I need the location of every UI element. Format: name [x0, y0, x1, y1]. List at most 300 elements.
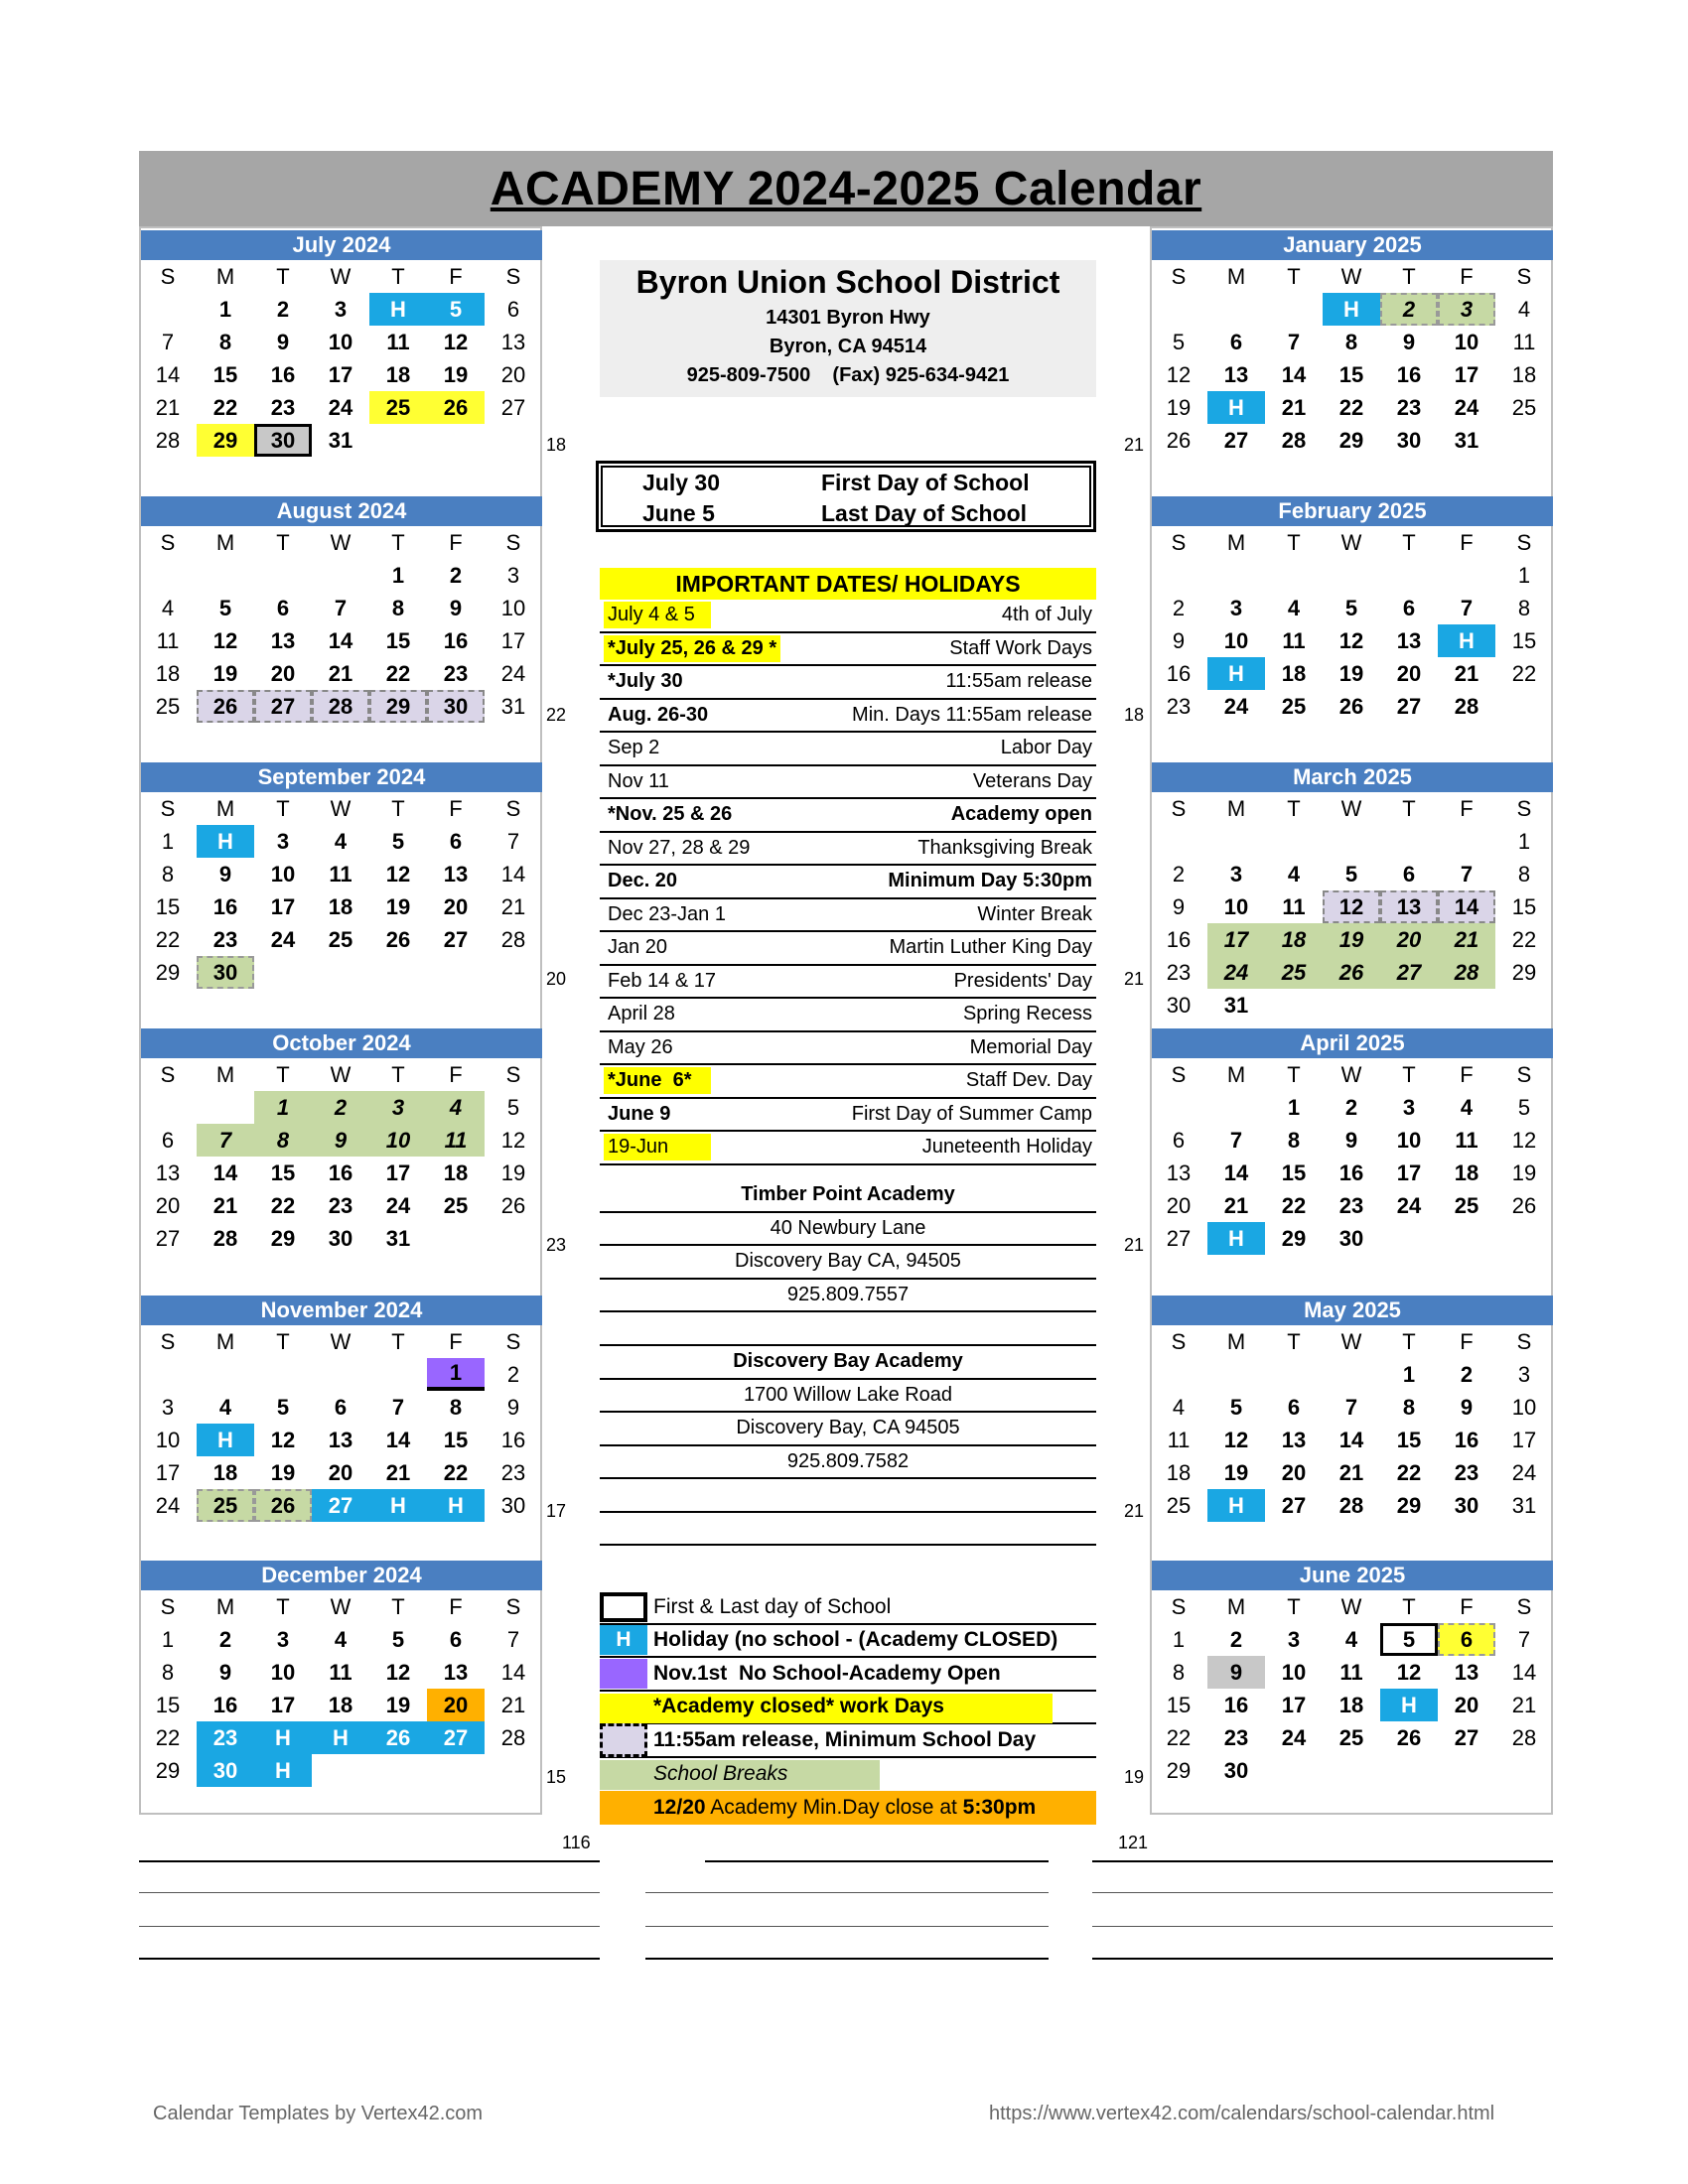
legend-swatch-box [600, 1592, 647, 1622]
weekday-header: W [1340, 529, 1362, 555]
day-cell: 26 [1511, 1192, 1537, 1218]
day-cell: 7 [1460, 861, 1474, 887]
important-event: Min. Days 11:55am release [852, 703, 1092, 726]
weekday-header: W [330, 1328, 352, 1354]
day-cell: 11 [1339, 1659, 1363, 1685]
weekday-header: W [1340, 1328, 1362, 1354]
weekday-header: F [449, 795, 463, 821]
month-school-day-count: 18 [1124, 705, 1145, 725]
day-cell: 24 [1281, 1724, 1307, 1750]
day-cell: 23 [1396, 394, 1422, 420]
weekday-header: F [1460, 1593, 1474, 1619]
day-cell: 14 [155, 361, 181, 387]
day-cell: 17 [1454, 361, 1479, 387]
day-cell: 3 [1402, 1094, 1416, 1120]
important-event: Labor Day [1000, 737, 1092, 759]
footer-right[interactable]: https://www.vertex42.com/calendars/school-calendar.html [989, 2103, 1495, 2124]
day-cell: 14 [385, 1427, 411, 1452]
first-day-row [603, 468, 1089, 498]
district-phone: 925-809-7500 (Fax) 925-634-9421 [686, 364, 1010, 386]
legend-academy-closed [600, 1692, 1096, 1725]
month-school-day-count: 23 [546, 1235, 567, 1255]
weekday-header: S [505, 1328, 521, 1354]
important-date: Nov 27, 28 & 29 [608, 836, 751, 859]
weekday-header: F [1460, 1328, 1474, 1354]
month-dec [141, 1561, 542, 1820]
day-cell: 26 [197, 690, 254, 723]
month-grid [1150, 1590, 1553, 1820]
day-cell: 17 [155, 1459, 181, 1485]
important-date-row [600, 700, 1096, 734]
day-cell: 21 [1438, 923, 1495, 956]
day-cell: 25 [1338, 1724, 1364, 1750]
day-cell: 12 [1166, 361, 1192, 387]
day-cell: 17 [270, 1692, 296, 1717]
day-cell: H [312, 1721, 369, 1754]
academy-spacer [600, 1479, 1096, 1513]
day-cell: 6 [1172, 1127, 1186, 1153]
legend-bold: *Academy closed* work Days [653, 1695, 944, 1718]
academy-phone: 925.809.7582 [600, 1446, 1096, 1480]
day-cell: 24 [1511, 1459, 1537, 1485]
day-cell: 21 [1511, 1692, 1537, 1717]
empty-cell [312, 1358, 369, 1391]
day-cell: 4 [1287, 595, 1301, 620]
day-cell: 15 [212, 361, 238, 387]
day-cell: 17 [328, 361, 353, 387]
last-day-label: Last Day of School [821, 500, 1028, 526]
signature-line [645, 1892, 1049, 1893]
day-cell: 9 [218, 861, 232, 887]
important-date: *July 30 [608, 670, 683, 693]
day-cell: 5 [218, 595, 232, 620]
legend-text: School Breaks [653, 1762, 788, 1786]
day-cell: 15 [1396, 1427, 1422, 1452]
empty-cell [1438, 559, 1495, 592]
empty-cell [197, 1091, 254, 1124]
day-cell: 20 [500, 361, 526, 387]
day-cell: 19 [385, 1692, 411, 1717]
day-cell: 25 [1265, 956, 1323, 989]
academy-spacer [600, 1513, 1096, 1547]
month-jun [1152, 1561, 1553, 1820]
month-mar [1152, 762, 1553, 1022]
weekday-header: W [330, 795, 352, 821]
academy-city: Discovery Bay CA, 94505 [600, 1246, 1096, 1280]
day-cell: 24 [1223, 693, 1249, 719]
day-cell: 15 [1281, 1160, 1307, 1185]
weekday-header: T [276, 263, 290, 289]
legend [600, 1591, 1096, 1825]
day-cell: 22 [443, 1459, 469, 1485]
weekday-header: T [1287, 263, 1301, 289]
day-cell: 12 [385, 1659, 411, 1685]
empty-cell [1323, 825, 1380, 858]
day-cell: 20 [427, 1689, 485, 1721]
day-cell: 27 [254, 690, 312, 723]
day-cell: 10 [328, 329, 353, 354]
day-cell: 21 [1281, 394, 1307, 420]
day-cell: 30 [197, 956, 254, 989]
month-grid [1150, 792, 1553, 1022]
legend-first-last [600, 1591, 1096, 1625]
day-cell: 20 [443, 893, 469, 919]
day-cell: 23 [1166, 693, 1192, 719]
day-cell: 5 [1229, 1394, 1243, 1420]
day-cell: 24 [385, 1192, 411, 1218]
footer-left[interactable]: Calendar Templates by Vertex42.com [153, 2103, 484, 2124]
day-cell: 11 [386, 329, 410, 354]
empty-cell [1207, 1091, 1265, 1124]
weekday-header: W [330, 263, 352, 289]
important-date-row [600, 833, 1096, 867]
month-apr [1152, 1028, 1553, 1288]
day-cell: 10 [1223, 627, 1249, 653]
day-cell: 6 [449, 1626, 463, 1652]
academy-address: 1700 Willow Lake Road [600, 1380, 1096, 1414]
month-school-day-count: 17 [546, 1501, 567, 1521]
day-cell: 12 [1223, 1427, 1249, 1452]
day-cell: 3 [161, 1394, 175, 1420]
month-school-day-count: 22 [546, 705, 567, 725]
day-cell: 16 [1166, 660, 1192, 686]
day-cell: 16 [1166, 926, 1192, 952]
day-cell: 3 [1287, 1626, 1301, 1652]
month-header: July 2024 [141, 230, 542, 260]
weekday-header: W [330, 1593, 352, 1619]
academy-spacer [600, 1312, 1096, 1346]
day-cell: 3 [334, 296, 348, 322]
weekday-header: S [505, 1061, 521, 1087]
empty-cell [1265, 293, 1323, 326]
day-cell: 9 [276, 329, 290, 354]
day-cell: H [1323, 293, 1380, 326]
month-nov [141, 1296, 542, 1555]
day-cell: 15 [1511, 893, 1537, 919]
weekday-header: F [1460, 529, 1474, 555]
day-cell: 21 [155, 394, 181, 420]
day-cell: 17 [1396, 1160, 1422, 1185]
weekday-header: S [160, 1061, 176, 1087]
month-grid [139, 526, 542, 755]
weekday-header: T [276, 1593, 290, 1619]
legend-text: First & Last day of School [653, 1594, 892, 1618]
day-cell: 25 [1281, 693, 1307, 719]
day-cell: 3 [276, 1626, 290, 1652]
important-date: *Nov. 25 & 26 [608, 803, 733, 826]
empty-cell [1323, 1358, 1380, 1391]
empty-cell [1380, 559, 1438, 592]
empty-cell [1265, 825, 1323, 858]
day-cell: 4 [1517, 296, 1531, 322]
day-cell: 28 [1454, 693, 1479, 719]
important-event: 11:55am release [945, 670, 1092, 693]
day-cell: 10 [369, 1124, 427, 1157]
day-cell: 26 [500, 1192, 526, 1218]
day-cell: 26 [1166, 427, 1192, 453]
day-cell: 14 [212, 1160, 238, 1185]
day-cell: 14 [500, 861, 526, 887]
weekday-header: T [276, 1061, 290, 1087]
day-cell: 20 [270, 660, 296, 686]
day-cell: 12 [1396, 1659, 1422, 1685]
weekday-header: F [449, 1328, 463, 1354]
empty-cell [1150, 293, 1207, 326]
empty-cell [254, 1358, 312, 1391]
month-sep [141, 762, 542, 1022]
day-cell: 10 [1454, 329, 1479, 354]
day-cell: 12 [443, 329, 469, 354]
day-cell: 17 [385, 1160, 411, 1185]
day-cell: 14 [500, 1659, 526, 1685]
day-cell: 10 [500, 595, 526, 620]
signature-line [139, 1860, 600, 1862]
day-cell: 9 [1172, 893, 1186, 919]
weekday-header: S [160, 263, 176, 289]
weekday-header: M [215, 263, 235, 289]
day-cell: 29 [1166, 1757, 1192, 1783]
empty-cell [139, 293, 197, 326]
day-cell: 11 [156, 627, 180, 653]
weekday-header: S [1171, 1061, 1187, 1087]
weekday-header: T [391, 263, 405, 289]
empty-cell [1207, 559, 1265, 592]
day-cell: 23 [1166, 959, 1192, 985]
legend-text: No School-Academy Open [727, 1661, 1001, 1685]
day-cell: 8 [391, 595, 405, 620]
day-cell: 27 [1223, 427, 1249, 453]
important-event: Winter Break [977, 902, 1092, 925]
last-day-date: June 5 [642, 500, 715, 526]
calendar-title-bar [139, 151, 1553, 226]
day-cell: 5 [1344, 861, 1358, 887]
signature-line [1092, 1958, 1553, 1960]
month-school-day-count: 21 [1124, 435, 1145, 455]
important-event: Minimum Day 5:30pm [888, 870, 1092, 892]
day-cell: H [197, 825, 254, 858]
day-cell: 17 [270, 893, 296, 919]
important-event: Academy open [950, 803, 1092, 826]
weekday-header: T [276, 1328, 290, 1354]
day-cell: 3 [506, 562, 520, 588]
day-cell: 11 [1282, 627, 1306, 653]
weekday-header: T [276, 529, 290, 555]
day-cell: 8 [218, 329, 232, 354]
day-cell: 12 [385, 861, 411, 887]
month-school-day-count: 19 [1124, 1767, 1145, 1787]
day-cell: 21 [1223, 1192, 1249, 1218]
day-cell: 31 [1511, 1492, 1537, 1518]
legend-school-breaks [600, 1758, 1096, 1792]
day-cell: 5 [391, 828, 405, 854]
day-cell: 16 [443, 627, 469, 653]
day-cell: 6 [1402, 861, 1416, 887]
day-cell: 19 [1223, 1459, 1249, 1485]
day-cell: 17 [1281, 1692, 1307, 1717]
calendar-title: ACADEMY 2024-2025 Calendar [490, 162, 1202, 215]
day-cell: 10 [1281, 1659, 1307, 1685]
day-cell: 10 [270, 1659, 296, 1685]
weekday-header: T [276, 795, 290, 821]
day-cell: 21 [1338, 1459, 1364, 1485]
legend-swatch-purple [600, 1659, 647, 1689]
month-jan [1152, 230, 1553, 489]
important-date-row [600, 999, 1096, 1032]
day-cell: 22 [1511, 926, 1537, 952]
day-cell: 21 [500, 1692, 526, 1717]
day-cell: 13 [1223, 361, 1249, 387]
important-date-row [600, 733, 1096, 766]
day-cell: 27 [427, 1721, 485, 1754]
weekday-header: T [391, 1328, 405, 1354]
day-cell: 22 [1281, 1192, 1307, 1218]
day-cell: 16 [1396, 361, 1422, 387]
day-cell: 9 [1460, 1394, 1474, 1420]
day-cell: 24 [155, 1492, 181, 1518]
day-cell: 3 [276, 828, 290, 854]
month-grid [1150, 1058, 1553, 1288]
empty-cell [1150, 559, 1207, 592]
academy-address: 40 Newbury Lane [600, 1213, 1096, 1247]
empty-cell [254, 559, 312, 592]
day-cell: H [369, 293, 427, 326]
day-cell: 19 [1166, 394, 1192, 420]
empty-cell [1207, 825, 1265, 858]
day-cell: 30 [1454, 1492, 1479, 1518]
day-cell: 3 [1517, 1361, 1531, 1387]
day-cell: 24 [500, 660, 526, 686]
day-cell: 22 [1166, 1724, 1192, 1750]
important-date: *July 25, 26 & 29 * [604, 635, 780, 662]
day-cell: 21 [1454, 660, 1479, 686]
empty-cell [1265, 1358, 1323, 1391]
important-event: Thanksgiving Break [917, 836, 1092, 859]
day-cell: 12 [1323, 890, 1380, 923]
day-cell: 27 [1396, 693, 1422, 719]
day-cell: 29 [155, 959, 181, 985]
day-cell: 13 [1454, 1659, 1479, 1685]
day-cell: 13 [1396, 627, 1422, 653]
weekday-header: T [1402, 795, 1416, 821]
empty-cell [139, 1091, 197, 1124]
day-cell: 24 [1396, 1192, 1422, 1218]
day-cell: 31 [385, 1225, 411, 1251]
legend-dec20 [600, 1791, 1096, 1825]
important-date: May 26 [608, 1035, 673, 1058]
weekday-header: W [1340, 1061, 1362, 1087]
academy-name: Timber Point Academy [600, 1179, 1096, 1213]
day-cell: 18 [1454, 1160, 1479, 1185]
weekday-header: W [1340, 263, 1362, 289]
day-cell: 19 [212, 660, 238, 686]
day-cell: 15 [1166, 1692, 1192, 1717]
day-cell: 28 [1281, 427, 1307, 453]
day-cell: 12 [1338, 627, 1364, 653]
day-cell: 7 [1229, 1127, 1243, 1153]
day-cell: 17 [1511, 1427, 1537, 1452]
day-cell: 4 [218, 1394, 232, 1420]
weekday-header: S [1516, 795, 1532, 821]
empty-cell [369, 1358, 427, 1391]
day-cell: H [427, 1489, 485, 1522]
day-cell: 20 [155, 1192, 181, 1218]
day-cell: H [1207, 391, 1265, 424]
day-cell: 18 [1166, 1459, 1192, 1485]
month-school-day-count: 21 [1124, 1501, 1145, 1521]
day-cell: 3 [1229, 595, 1243, 620]
day-cell: 17 [500, 627, 526, 653]
legend-text: (no school - (Academy CLOSED) [728, 1628, 1058, 1652]
signature-line [1092, 1892, 1553, 1893]
day-cell: 19 [1323, 923, 1380, 956]
day-cell: H [197, 1424, 254, 1456]
day-cell: 13 [443, 861, 469, 887]
month-header: April 2025 [1152, 1028, 1553, 1058]
important-event: Memorial Day [969, 1035, 1092, 1058]
day-cell: 6 [1287, 1394, 1301, 1420]
day-cell: 13 [328, 1427, 353, 1452]
signature-line [705, 1860, 1049, 1862]
signature-line [139, 1892, 600, 1893]
day-cell: 30 [1223, 1757, 1249, 1783]
empty-cell [1150, 825, 1207, 858]
day-cell: H [369, 1489, 427, 1522]
day-cell: 29 [155, 1757, 181, 1783]
day-cell: 20 [1166, 1192, 1192, 1218]
day-cell: 1 [218, 296, 232, 322]
day-cell: 2 [449, 562, 463, 588]
weekday-header: S [1516, 263, 1532, 289]
day-cell: 24 [1454, 394, 1479, 420]
weekday-header: T [1287, 795, 1301, 821]
day-cell: 7 [161, 329, 175, 354]
day-cell: 27 [443, 926, 469, 952]
month-grid [139, 1590, 542, 1820]
day-cell: 3 [1229, 861, 1243, 887]
day-cell: 25 [443, 1192, 469, 1218]
empty-cell [1438, 825, 1495, 858]
day-cell: 18 [155, 660, 181, 686]
day-cell: 27 [1380, 956, 1438, 989]
important-date-row [600, 799, 1096, 833]
weekday-header: M [215, 529, 235, 555]
legend-swatch-yellow [600, 1692, 647, 1721]
weekday-header: S [160, 529, 176, 555]
day-cell: 26 [254, 1489, 312, 1522]
day-cell: 22 [270, 1192, 296, 1218]
day-cell: 26 [427, 391, 485, 424]
day-cell: 5 [1517, 1094, 1531, 1120]
weekday-header: S [505, 529, 521, 555]
day-cell: 30 [500, 1492, 526, 1518]
day-cell: 23 [500, 1459, 526, 1485]
day-cell: 23 [443, 660, 469, 686]
weekday-header: M [215, 1328, 235, 1354]
day-cell: 13 [1166, 1160, 1192, 1185]
important-dates-heading: IMPORTANT DATES/ HOLIDAYS [600, 568, 1096, 600]
day-cell: 1 [1517, 562, 1531, 588]
important-event: Presidents' Day [953, 969, 1092, 992]
day-cell: 8 [1402, 1394, 1416, 1420]
important-date: April 28 [608, 1003, 675, 1025]
month-header: September 2024 [141, 762, 542, 792]
day-cell: 8 [1172, 1659, 1186, 1685]
district-info [600, 260, 1096, 397]
day-cell: 18 [212, 1459, 238, 1485]
weekday-header: S [160, 1593, 176, 1619]
weekday-header: S [160, 1328, 176, 1354]
day-cell: 30 [1166, 992, 1192, 1018]
